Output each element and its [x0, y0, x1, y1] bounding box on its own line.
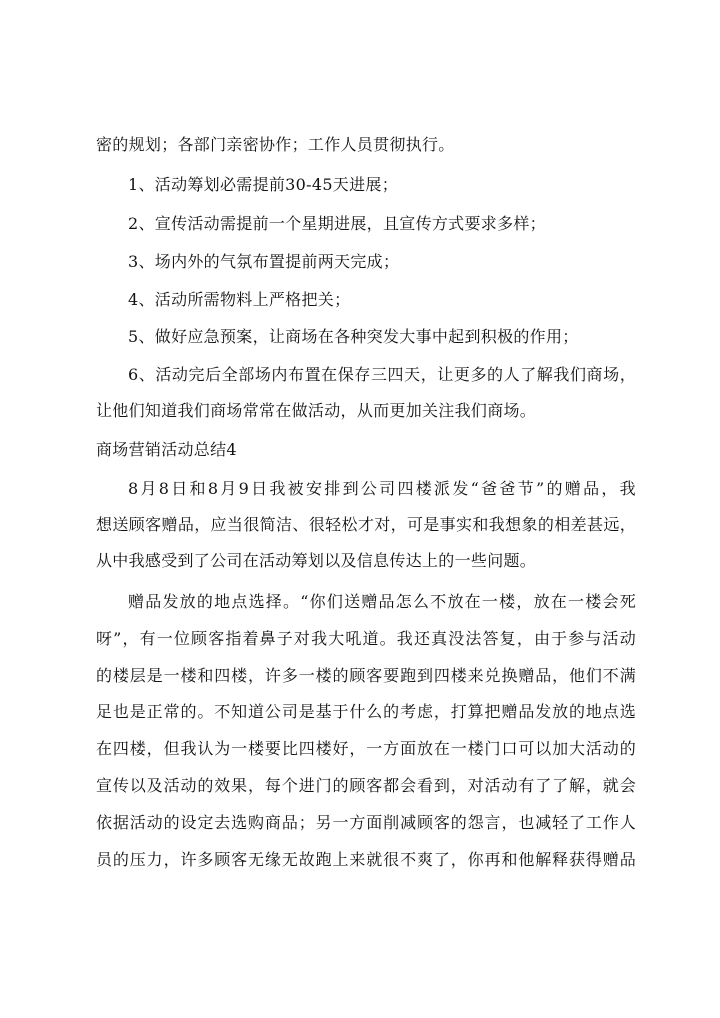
paragraph-2-line-5: 在四楼，但我认为一楼要比四楼好，一方面放在一楼门口可以加大活动的	[96, 739, 636, 758]
list-item-4: 4、活动所需物料上严格把关；	[128, 290, 351, 309]
paragraph-2-line-2: 呀”，有一位顾客指着鼻子对我大吼道。我还真没法答复，由于参与活动	[96, 629, 636, 648]
paragraph-2-line-7: 依据活动的设定去选购商品；另一方面削减顾客的怨言，也减轻了工作人	[96, 813, 636, 832]
paragraph-2-line-6: 宣传以及活动的效果，每个进门的顾客都会看到，对活动有了了解，就会	[96, 776, 636, 795]
paragraph-2-line-3: 的楼层是一楼和四楼，许多一楼的顾客要跑到四楼来兑换赠品，他们不满	[96, 666, 636, 685]
list-item-6: 6、活动完后全部场内布置在保存三四天，让更多的人了解我们商场，	[128, 365, 636, 384]
section-heading: 商场营销活动总结4	[96, 440, 237, 459]
paragraph-2-line-8: 员的压力，许多顾客无缘无故跑上来就很不爽了，你再和他解释获得赠品	[96, 850, 636, 869]
paragraph-1-line-2: 想送顾客赠品，应当很简洁、很轻松才对，可是事实和我想象的相差甚远，	[96, 515, 636, 534]
list-item-5: 5、做好应急预案，让商场在各种突发大事中起到积极的作用；	[128, 327, 579, 346]
paragraph-1-line-1: 8月8日和8月9日我被安排到公司四楼派发“爸爸节”的赠品，我	[128, 479, 636, 498]
text-line-1: 密的规划；各部门亲密协作；工作人员贯彻执行。	[96, 135, 455, 154]
paragraph-2-line-1: 赠品发放的地点选择。“你们送赠品怎么不放在一楼，放在一楼会死	[128, 592, 636, 611]
paragraph-2-line-4: 足也是正常的。不知道公司是基于什么的考虑，打算把赠品发放的地点选	[96, 702, 636, 721]
text-line-2: 让他们知道我们商场常常在做活动，从而更加关注我们商场。	[96, 401, 537, 420]
list-item-3: 3、场内外的气氛布置提前两天完成；	[128, 252, 400, 271]
list-item-1: 1、活动筹划必需提前30-45天进展；	[128, 175, 399, 194]
paragraph-1-line-3: 从中我感受到了公司在活动筹划以及信息传达上的一些问题。	[96, 551, 537, 570]
list-item-2: 2、宣传活动需提前一个星期进展，且宣传方式要求多样；	[128, 214, 546, 233]
